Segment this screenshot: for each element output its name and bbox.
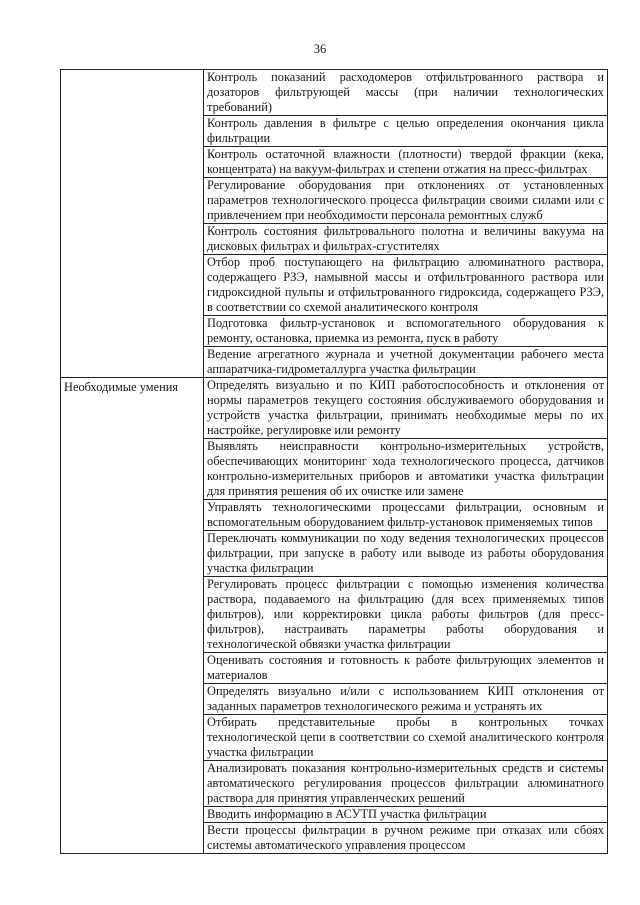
requirement-item: Контроль показаний расходомеров отфильтрованного раствора и дозаторов фильтрующей массы (при наличии технологических требований) bbox=[204, 70, 608, 116]
requirement-item: Контроль остаточной влажности (плотности) твердой фракции (кека, концентрата) на вакуум-фильтрах и степени отжатия на пресс-фильтрах bbox=[204, 147, 608, 178]
table-row bbox=[61, 70, 608, 116]
requirements-table bbox=[60, 69, 608, 854]
requirement-item: Выявлять неисправности контрольно-измерительных устройств, обеспечивающих мониторинг хода технологического процесса, датчиков контрольно-измерительных приборов и автоматики участка фильтрации для принятия решения об их очистке или замене bbox=[204, 439, 608, 500]
section-label-cell bbox=[61, 70, 204, 378]
requirement-item: Ведение агрегатного журнала и учетной документации рабочего места аппаратчика-гидрометаллурга участка фильтрации bbox=[204, 347, 608, 378]
requirement-item: Контроль давления в фильтре с целью определения окончания цикла фильтрации bbox=[204, 116, 608, 147]
page-number: 36 bbox=[313, 42, 327, 56]
requirement-item: Подготовка фильтр-установок и вспомогательного оборудования к ремонту, остановка, приемка из ремонта, пуск в работу bbox=[204, 316, 608, 347]
requirement-item: Определять визуально и/или с использованием КИП отклонения от заданных параметров технологического режима и устранять их bbox=[204, 684, 608, 715]
requirement-item: Отбор проб поступающего на фильтрацию алюминатного раствора, содержащего РЗЭ, намывной массы и отфильтрованного раствора или гидроксидной пульпы и отфильтрованного гидроксида, содержащего РЗЭ, в соответствии со схемой аналитического контроля bbox=[204, 255, 608, 316]
requirements-table-body bbox=[61, 70, 608, 854]
requirement-item: Отбирать представительные пробы в контрольных точках технологической цепи в соответствии со схемой аналитического контроля участка фильтрации bbox=[204, 715, 608, 761]
table-row bbox=[61, 378, 608, 439]
requirement-item: Управлять технологическими процессами фильтрации, основным и вспомогательным оборудованием фильтр-установок применяемых типов bbox=[204, 500, 608, 531]
requirement-item: Вводить информацию в АСУТП участка фильтрации bbox=[204, 807, 608, 823]
requirement-item: Контроль состояния фильтровального полотна и величины вакуума на дисковых фильтрах и фильтрах-сгустителях bbox=[204, 224, 608, 255]
requirement-item: Переключать коммуникации по ходу ведения технологических процессов фильтрации, при запуске в работу или выводе из работы оборудования участка фильтрации bbox=[204, 531, 608, 577]
requirement-item: Определять визуально и по КИП работоспособность и отклонения от нормы параметров текущего состояния обслуживаемого оборудования и устройств участка фильтрации, принимать необходимые меры по их настройке, регулировке или ремонту bbox=[204, 378, 608, 439]
section-label bbox=[64, 70, 200, 72]
requirement-item: Оценивать состояния и готовность к работе фильтрующих элементов и материалов bbox=[204, 653, 608, 684]
requirement-item: Регулирование оборудования при отклонениях от установленных параметров технологического процесса фильтрации своими силами или с привлечением при необходимости персонала ремонтных служб bbox=[204, 178, 608, 224]
section-label: Необходимые умения bbox=[64, 380, 179, 394]
requirement-item: Вести процессы фильтрации в ручном режиме при отказах или сбоях системы автоматического управления процессом bbox=[204, 823, 608, 854]
requirement-item: Анализировать показания контрольно-измерительных средств и системы автоматического регулирования процессов фильтрации алюминатного раствора для принятия управленческих решений bbox=[204, 761, 608, 807]
requirement-item: Регулировать процесс фильтрации с помощью изменения количества раствора, подаваемого на фильтрацию (для всех применяемых типов фильтров), или корректировки цикла работы фильтров (для пресс-фильтров), настраивать параметры работы оборудования и технологической обвязки участка фильтрации bbox=[204, 577, 608, 653]
section-label-cell bbox=[61, 378, 204, 854]
